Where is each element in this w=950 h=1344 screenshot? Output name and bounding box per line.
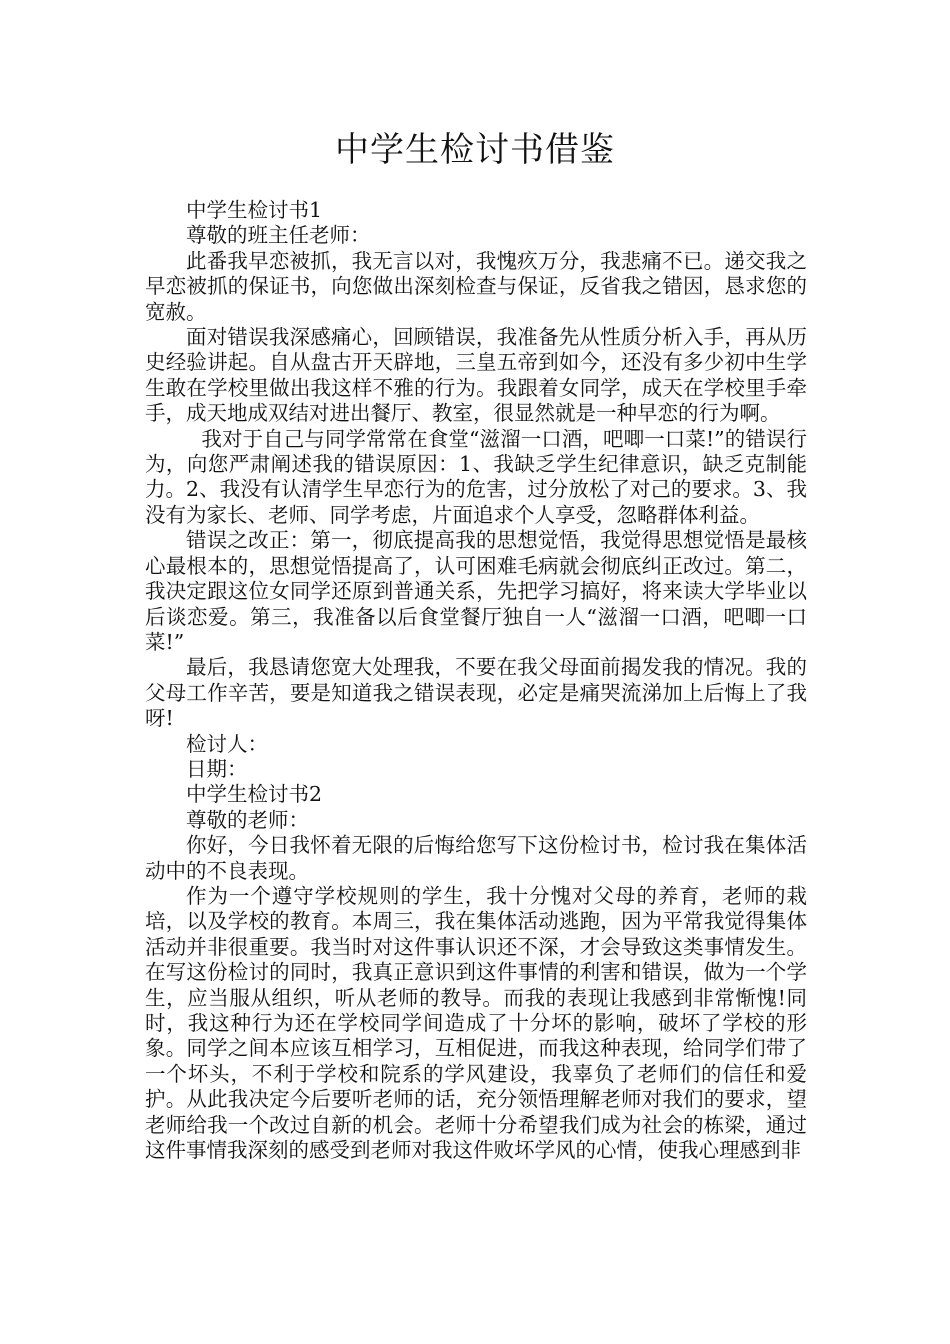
salutation-2: 尊敬的老师：: [186, 807, 309, 832]
paragraph: 面对错误我深感痛心，回顾错误，我准备先从性质分析入手，再从历史经验讲起。自从盘古开天辟地，三皇五帝到如今，还没有多少初中生学生敢在学校里做出我这样不雅的行为。我跟着女同学，成天在学校里手牵手，成天地成双结对进出餐厅、教室，很显然就是一种早恋的行为啊。: [145, 325, 807, 426]
signature-label: 检讨人：: [186, 731, 268, 756]
date-label: 日期：: [186, 756, 248, 781]
section-heading-1: 中学生检讨书1: [186, 198, 323, 222]
paragraph: 你好，今日我怀着无限的后悔给您写下这份检讨书，检讨我在集体活动中的不良表现。: [145, 833, 807, 883]
section-heading-2: 中学生检讨书2: [186, 782, 323, 807]
paragraph: 作为一个遵守学校规则的学生，我十分愧对父母的养育，老师的栽培，以及学校的教育。本周三，我在集体活动逃跑，因为平常我觉得集体活动并非很重要。我当时对这件事认识还不深，才会导致这类事情发生。在写这份检讨的同时，我真正意识到这件事情的利害和错误，做为一个学生，应当服从组织，听从老师的教导。而我的表现让我感到非常惭愧!同时，我这种行为还在学校同学间造成了十分坏的影响，破坏了学校的形象。同学之间本应该互相学习，互相促进，而我这种表现，给同学们带了一个坏头，不利于学校和院系的学风建设，我辜负了老师们的信任和爱护。从此我决定今后要听老师的话，充分领悟理解老师对我们的要求，望老师给我一个改过自新的机会。老师十分希望我们成为社会的栋梁，通过这件事情我深刻的感受到老师对我这件败坏学风的心情，使我心理感到非: [145, 883, 807, 1163]
paragraph: 此番我早恋被抓，我无言以对，我愧疚万分，我悲痛不已。递交我之早恋被抓的保证书，向您做出深刻检查与保证，反省我之错因，恳求您的宽赦。: [145, 248, 807, 324]
paragraph: 错误之改正：第一，彻底提高我的思想觉悟，我觉得思想觉悟是最核心最根本的，思想觉悟提高了，认可困难毛病就会彻底纠正改过。第二，我决定跟这位女同学还原到普通关系，先把学习搞好，将来读大学毕业以后谈恋爱。第三，我准备以后食堂餐厅独自一人“滋溜一口酒，吧唧一口菜!”: [145, 528, 807, 654]
paragraph: 我对于自己与同学常常在食堂“滋溜一口酒，吧唧一口菜!”的错误行为，向您严肃阐述我的错误原因：1、我缺乏学生纪律意识，缺乏克制能力。2、我没有认清学生早恋行为的危害，过分放松了对己的要求。3、我没有为家长、老师、同学考虑，片面追求个人享受，忽略群体利益。: [145, 426, 807, 527]
document-title: 中学生检讨书借鉴: [335, 130, 615, 170]
paragraph: 最后，我恳请您宽大处理我，不要在我父母面前揭发我的情况。我的父母工作辛苦，要是知道我之错误表现，必定是痛哭流涕加上后悔上了我呀!: [145, 655, 807, 731]
document-body: [145, 198, 807, 1163]
salutation-1: 尊敬的班主任老师：: [186, 223, 371, 248]
